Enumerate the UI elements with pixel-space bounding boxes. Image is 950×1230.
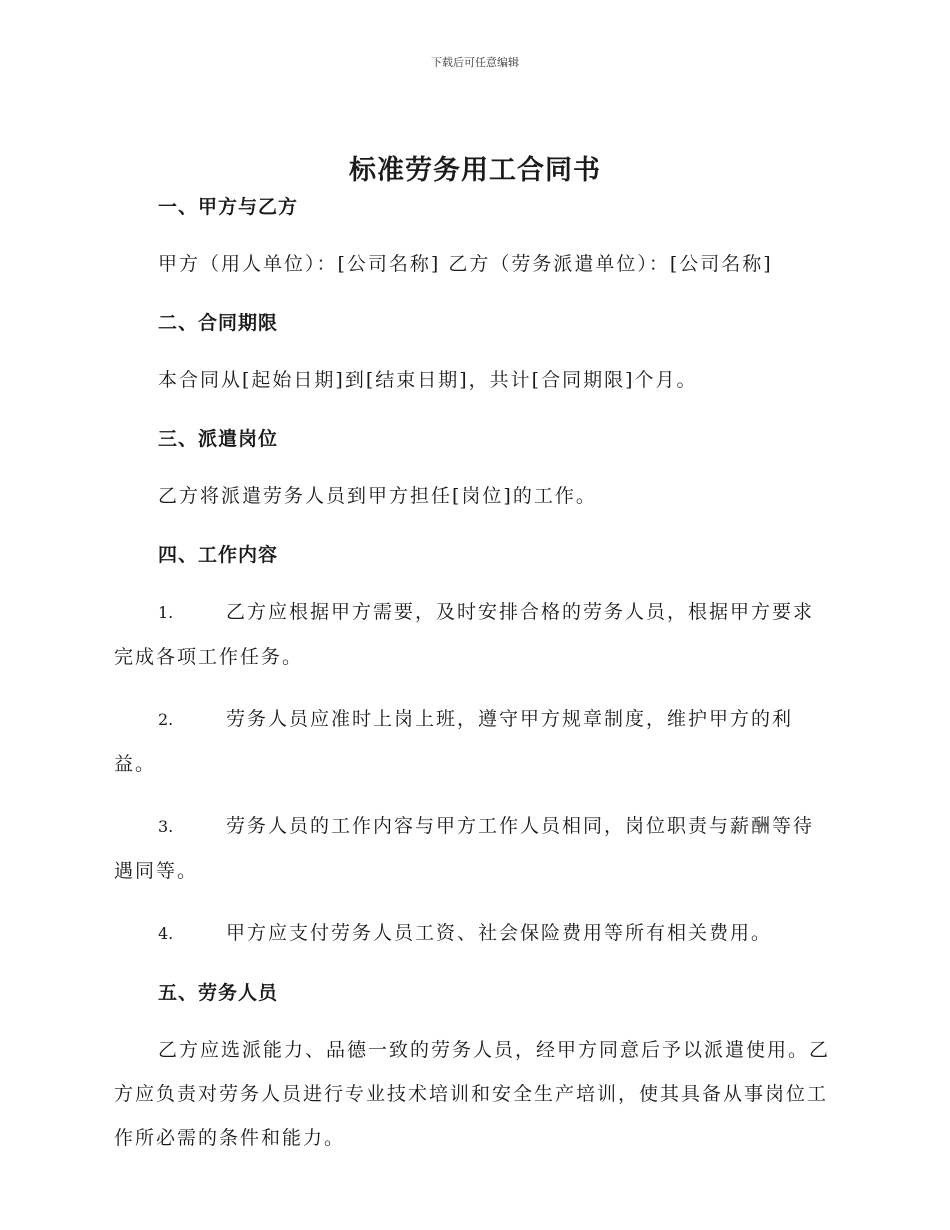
list-item-number: 4. <box>158 924 174 943</box>
section-heading-work-content: 四、工作内容 <box>158 544 279 566</box>
section-heading-personnel: 五、劳务人员 <box>158 982 279 1004</box>
section-heading-position: 三、派遣岗位 <box>158 428 279 450</box>
list-item-text: 劳务人员应准时上岗上班，遵守甲方规章制度，维护甲方的利 <box>226 708 794 730</box>
section-heading-parties: 一、甲方与乙方 <box>158 196 299 218</box>
list-item-number: 3. <box>158 817 174 836</box>
list-item <box>114 911 834 956</box>
section-paragraph-parties: 甲方（用人单位）：[公司名称] 乙方（劳务派遣单位）：[公司名称] <box>158 253 773 275</box>
section-heading-term: 二、合同期限 <box>158 312 279 334</box>
section-paragraph-position: 乙方将派遣劳务人员到甲方担任[岗位]的工作。 <box>158 485 597 507</box>
list-item-text: 甲方应支付劳务人员工资、社会保险费用等所有相关费用。 <box>226 922 773 944</box>
section-paragraph-personnel: 乙方应选派能力、品德一致的劳务人员，经甲方同意后予以派遣使用。乙方应负责对劳务人员进行专业技术培训和安全生产培训，使其具备从事岗位工作所必需的条件和能力。 <box>114 1039 831 1149</box>
list-item-text-continued: 益。 <box>114 753 157 775</box>
document-body <box>114 190 834 1160</box>
list-item <box>114 590 834 679</box>
list-item-number: 1. <box>158 603 174 622</box>
list-item-text-continued: 遇同等。 <box>114 860 199 882</box>
list-item-number: 2. <box>158 710 174 729</box>
section-paragraph-term: 本合同从[起始日期]到[结束日期]，共计[合同期限]个月。 <box>158 369 698 391</box>
page-title: 标准劳务用工合同书 <box>349 155 601 186</box>
list-item <box>114 804 834 893</box>
list-item-text: 劳务人员的工作内容与甲方工作人员相同，岗位职责与薪酬等待 <box>226 815 815 837</box>
list-item-text-continued: 完成各项工作任务。 <box>114 646 304 668</box>
list-item <box>114 697 834 786</box>
list-item-text: 乙方应根据甲方需要，及时安排合格的劳务人员，根据甲方要求 <box>226 601 815 623</box>
header-note: 下载后可任意编辑 <box>431 56 519 69</box>
